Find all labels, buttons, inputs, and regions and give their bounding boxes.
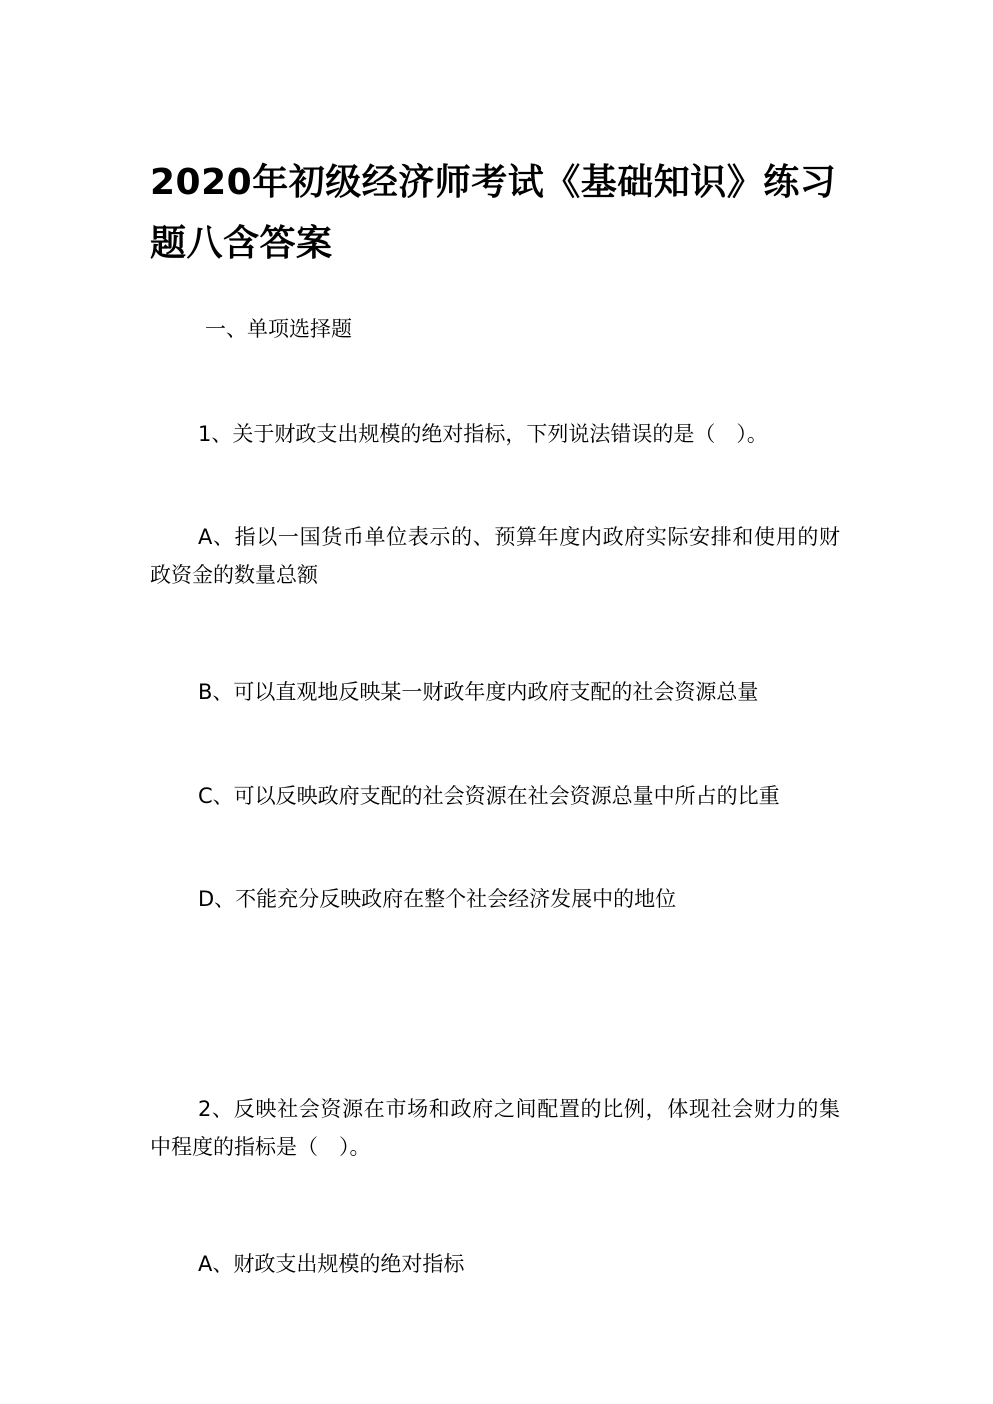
question-1-stem: 1、关于财政支出规模的绝对指标，下列说法错误的是（ ）。	[198, 422, 768, 446]
question-1-option-d: D、不能充分反映政府在整个社会经济发展中的地位	[198, 887, 677, 911]
section-heading: 一、单项选择题	[205, 317, 352, 341]
question-2-option-a: A、财政支出规模的绝对指标	[198, 1252, 465, 1276]
question-1-option-c: C、可以反映政府支配的社会资源在社会资源总量中所占的比重	[198, 784, 780, 808]
document-title: 2020年初级经济师考试《基础知识》练习题八含答案	[150, 162, 837, 264]
question-1-option-b: B、可以直观地反映某一财政年度内政府支配的社会资源总量	[198, 680, 759, 704]
question-2-stem: 2、反映社会资源在市场和政府之间配置的比例，体现社会财力的集中程度的指标是（ ）。	[150, 1097, 840, 1159]
question-1-option-a: A、指以一国货币单位表示的、预算年度内政府实际安排和使用的财政资金的数量总额	[150, 525, 840, 587]
